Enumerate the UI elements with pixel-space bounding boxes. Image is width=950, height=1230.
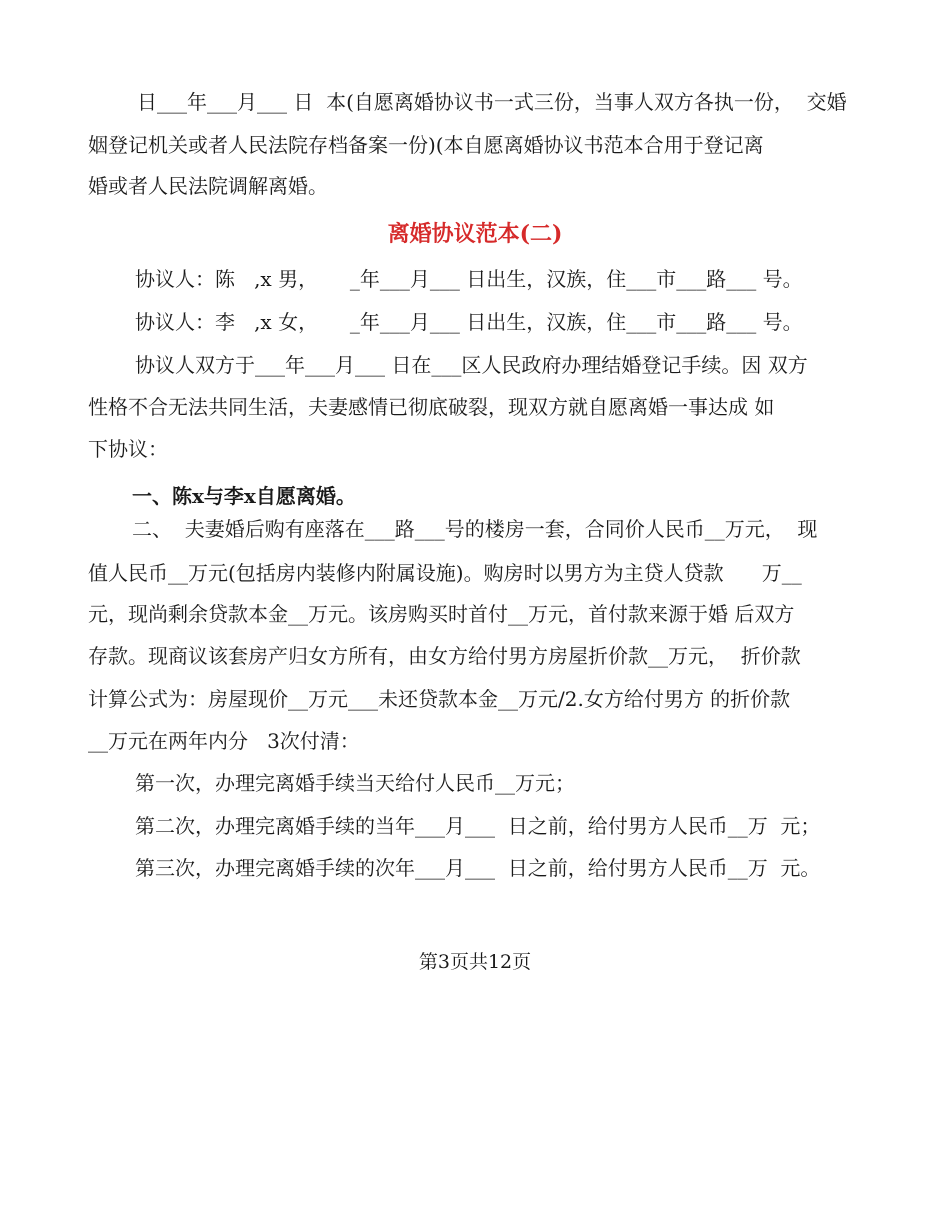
- intro-line: 性格不合无法共同生活，夫妻感情已彻底破裂，现双方就自愿离婚一事达成 如: [88, 395, 775, 419]
- clause-two-line: 值人民币__万元(包括房内装修内附属设施)。购房时以男方为主贷人贷款 万__: [88, 561, 802, 585]
- party-line: 协议人：李 ,x 女， _年___月___ 日出生，汉族，住___市___路___ 号。: [135, 310, 803, 334]
- payment-line: 第二次，办理完离婚手续的当年___月___ 日之前，给付男方人民币__万 元；: [135, 814, 821, 838]
- payment-line: 第一次，办理完离婚手续当天给付人民币__万元；: [135, 771, 575, 795]
- clause-two-line: 元，现尚剩余贷款本金__万元。该房购买时首付__万元，首付款来源于婚 后双方: [88, 602, 795, 626]
- section-title: 离婚协议范本(二): [387, 221, 563, 247]
- intro-line: 下协议：: [88, 437, 168, 461]
- paragraph-line: 日___年___月___ 日 本(自愿离婚协议书一式三份，当事人双方各执一份， 交婚: [137, 90, 847, 114]
- paragraph-line: 婚或者人民法院调解离婚。: [88, 174, 328, 198]
- clause-two-line: __万元在两年内分 3次付清：: [88, 729, 360, 753]
- page-footer: 第3页共12页: [418, 951, 532, 973]
- party-line: 协议人：陈 ,x 男， _年___月___ 日出生，汉族，住___市___路___ 号。: [135, 267, 803, 291]
- clause-two-line: 二、 夫妻婚后购有座落在___路___号的楼房一套，合同价人民币__万元， 现: [132, 517, 818, 541]
- paragraph-line: 姻登记机关或者人民法院存档备案一份)(本自愿离婚协议书范本合用于登记离: [88, 133, 764, 157]
- clause-two-line: 计算公式为：房屋现价__万元___未还贷款本金__万元/2.女方给付男方 的折价款: [88, 687, 791, 711]
- intro-line: 协议人双方于___年___月___ 日在___区人民政府办理结婚登记手续。因 双方: [135, 353, 808, 377]
- clause-one: 一、陈x与李x自愿离婚。: [132, 484, 356, 508]
- clause-two-line: 存款。现商议该套房产归女方所有，由女方给付男方房屋折价款__万元， 折价款: [88, 644, 801, 668]
- payment-line: 第三次，办理完离婚手续的次年___月___ 日之前，给付男方人民币__万 元。: [135, 856, 821, 880]
